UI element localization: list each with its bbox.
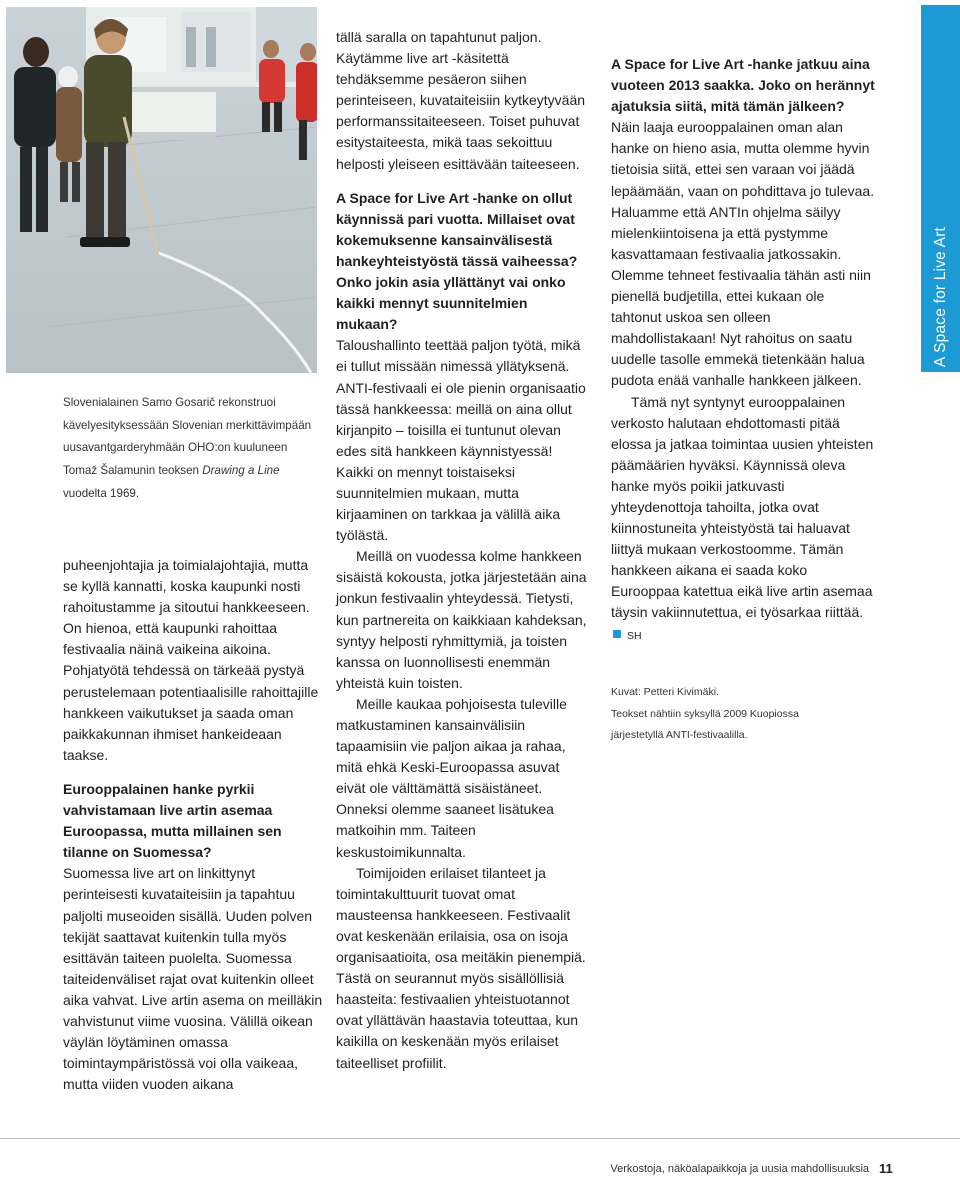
author-signature: SH	[627, 629, 642, 642]
caption-line	[63, 460, 319, 483]
body-paragraph: puheenjohtajia ja toimialajohtajia, mutta se kyllä kannatti, koska kaupunki nosti rahoitustamme ja sitoutui hankkeeseen. On hienoa, että kaupunki rahoittaa festivaalia näinä vaikeina aikoina. Pohjatyötä tehdessä on tärkeää pystyä perustelemaan potentiaalisille rahoittajille hankkeen vaikutukset ja saada oman paikkakunnan ihmiset hankeideaan taakse.	[63, 557, 319, 763]
caption-line: Slovenialainen Samo Gosarič rekonstruoi	[63, 396, 276, 409]
section-tab-label: A Space for Live Art	[932, 226, 949, 368]
artwork-title: Drawing a Line	[202, 464, 280, 478]
body-paragraph: tällä saralla on tapahtunut paljon. Käytämme live art -käsitettä tehdäksemme pesäeron siihen perinteiseen, kuvataiteisiin kytkeytyvään performanssitaiteeseen. Toiset puhuvat esitystaiteesta, mikä taas sekoittuu helposti yleiseen esittävään taiteeseen.	[336, 29, 586, 172]
interview-question: A Space for Live Art -hanke jatkuu aina vuoteen 2013 saakka. Joko on herännyt ajatuksia siitä, mitä tämän jälkeen?	[611, 56, 875, 115]
body-paragraph: Meille kaukaa pohjoisesta tuleville matkustaminen kansainvälisiin tapaamisiin vie paljon aikaa ja rahaa, mitä ehkä Keski-Euroopassa asuvat eivät ole välttämättä sisäistäneet. Onneksi olemme saaneet lisätukea matkoihin mm. Taiteen keskustoimikunnalta.	[336, 695, 567, 860]
photo-credits	[611, 682, 871, 747]
interview-question: A Space for Live Art -hanke on ollut käynnissä pari vuotta. Millaiset ovat kokemuksenne kansainvälisestä hankeyhteistyöstä tässä vaiheessa? Onko jokin asia yllättänyt vai onko kaikki mennyt suunnitelmien mukaan?	[336, 189, 578, 333]
page-number: 11	[879, 1161, 893, 1176]
caption-line: kävelyesityksessään Slovenian merkittävimpään	[63, 418, 312, 432]
body-paragraph: Toimijoiden erilaiset tilanteet ja toimintakulttuurit tuovat omat mausteensa hankkeeseen. Festivaalit ovat keskenään erilaisia, osa on isoja organisaatioita, osa meitäkin pienempiä. Tästä on seurannut myös sisällöllisiä haasteita: festivaalien yhteistuotannot ovat yllättävän haastavia toteuttaa, kun kaikilla on keskenään myös erilaiset taiteelliset profiilit.	[336, 864, 586, 1071]
body-paragraph	[611, 392, 877, 647]
body-paragraph: Taloushallinto teettää paljon työtä, mikä ei tullut missään nimessä yllätyksenä. ANTI-festivaali ei ole pienin organisaatio tässä hankkeessa: meillä on aina ollut kirjanpito – toisilla ei tuntunut olevan edes sitä hankkeen käynnistyessä! Kaikki on mennyt toistaiseksi suunnitelmien mukaan, mutta kirjaaminen on tarkkaa ja välillä aika työlästä.	[336, 337, 586, 544]
end-mark-icon	[613, 630, 621, 638]
footer-divider	[0, 1138, 960, 1139]
article-column-1	[63, 555, 325, 1095]
body-paragraph: Suomessa live art on linkittynyt perinteisesti kuvataiteisiin ja tapahtuu paljolti museoiden sisällä. Uuden polven tekijät saattavat kuitenkin tulla myös esittävän taiteen puolelta. Suomessa taiteidenväliset rajat ovat kuitenkin olleet aika vahvat. Live artin asema on meilläkin vahvistunut viime vuosina. Välillä oikean väylän löytäminen omassa toimintaympäristössä voi olla vaikeaa, mutta viiden vuoden aikana	[63, 865, 323, 1093]
street-performance-photo	[6, 7, 317, 373]
section-side-tab	[921, 5, 960, 372]
credits-line: Teokset nähtiin syksyllä 2009 Kuopiossa	[611, 707, 799, 720]
caption-text: Tomaž Šalamunin teoksen	[63, 464, 203, 478]
photo-illustration	[6, 7, 317, 373]
article-column-2	[336, 27, 590, 1074]
body-paragraph: Meillä on vuodessa kolme hankkeen sisäistä kokousta, jotka järjestetään aina jonkun festivaalin yhteydessä. Tietysti, kun partnereita on kaikkiaan kahdeksan, syntyy helposti ryhmittymiä, ja toisten kanssa on luonnollisesti enemmän yhteistä kuin toisten.	[336, 548, 587, 691]
credits-line: järjestetyllä ANTI-festivaalilla.	[611, 729, 748, 741]
caption-line: uusavantgarderyhmään OHO:on kuuluneen	[63, 441, 288, 455]
body-paragraph: Näin laaja eurooppalainen oman alan hanke on hieno asia, mutta olemme hyvin tietoisia siitä, ettei sen varaan voi jäädä lepäämään, vaan on pohdittava jo tulevaa. Haluamme että ANTIn ohjelma säilyy mielenkiintoisena ja että pystymme kasvattamaan festivaalia jatkossakin. Olemme tehneet festivaalia tähän asti niin pienellä budjetilla, ettei kukaan ole tahtonut uskoa sen olleen mahdollistakaan! Nyt rahoitus on saatu uudelle tasolle emmekä tietenkään halua pudota enää vanhalle hankkeen jälkeen.	[611, 119, 875, 389]
running-footer-title: Verkostoja, näköalapaikkoja ja uusia mahdollisuuksia	[610, 1163, 869, 1175]
photo-caption	[63, 392, 319, 506]
credits-line: Kuvat: Petteri Kivimäki.	[611, 686, 719, 698]
interview-question: Eurooppalainen hanke pyrkii vahvistamaan live artin asemaa Euroopassa, mutta millainen sen tilanne on Suomessa?	[63, 780, 282, 861]
closing-text: Tämä nyt syntynyt eurooppalainen verkosto halutaan ehdottomasti pitää elossa ja jatkaa toimintaa uusien yhteisten päämäärien hyväksi. Käynnissä oleva hanke myös poikii jatkuvasti yhteydenottoja tahoilta, jotka ovat kiinnostuneita yhteistyöstä tai haluavat liittyä mukaan verkostoomme. Tämän hankkeen aikana ei saada koko Eurooppaa katettua eikä live artin asemaa täysin vakiinnutettua, ei työsarkaa riittää.	[611, 393, 874, 621]
caption-line: vuodelta 1969.	[63, 486, 140, 500]
article-column-3	[611, 54, 877, 647]
